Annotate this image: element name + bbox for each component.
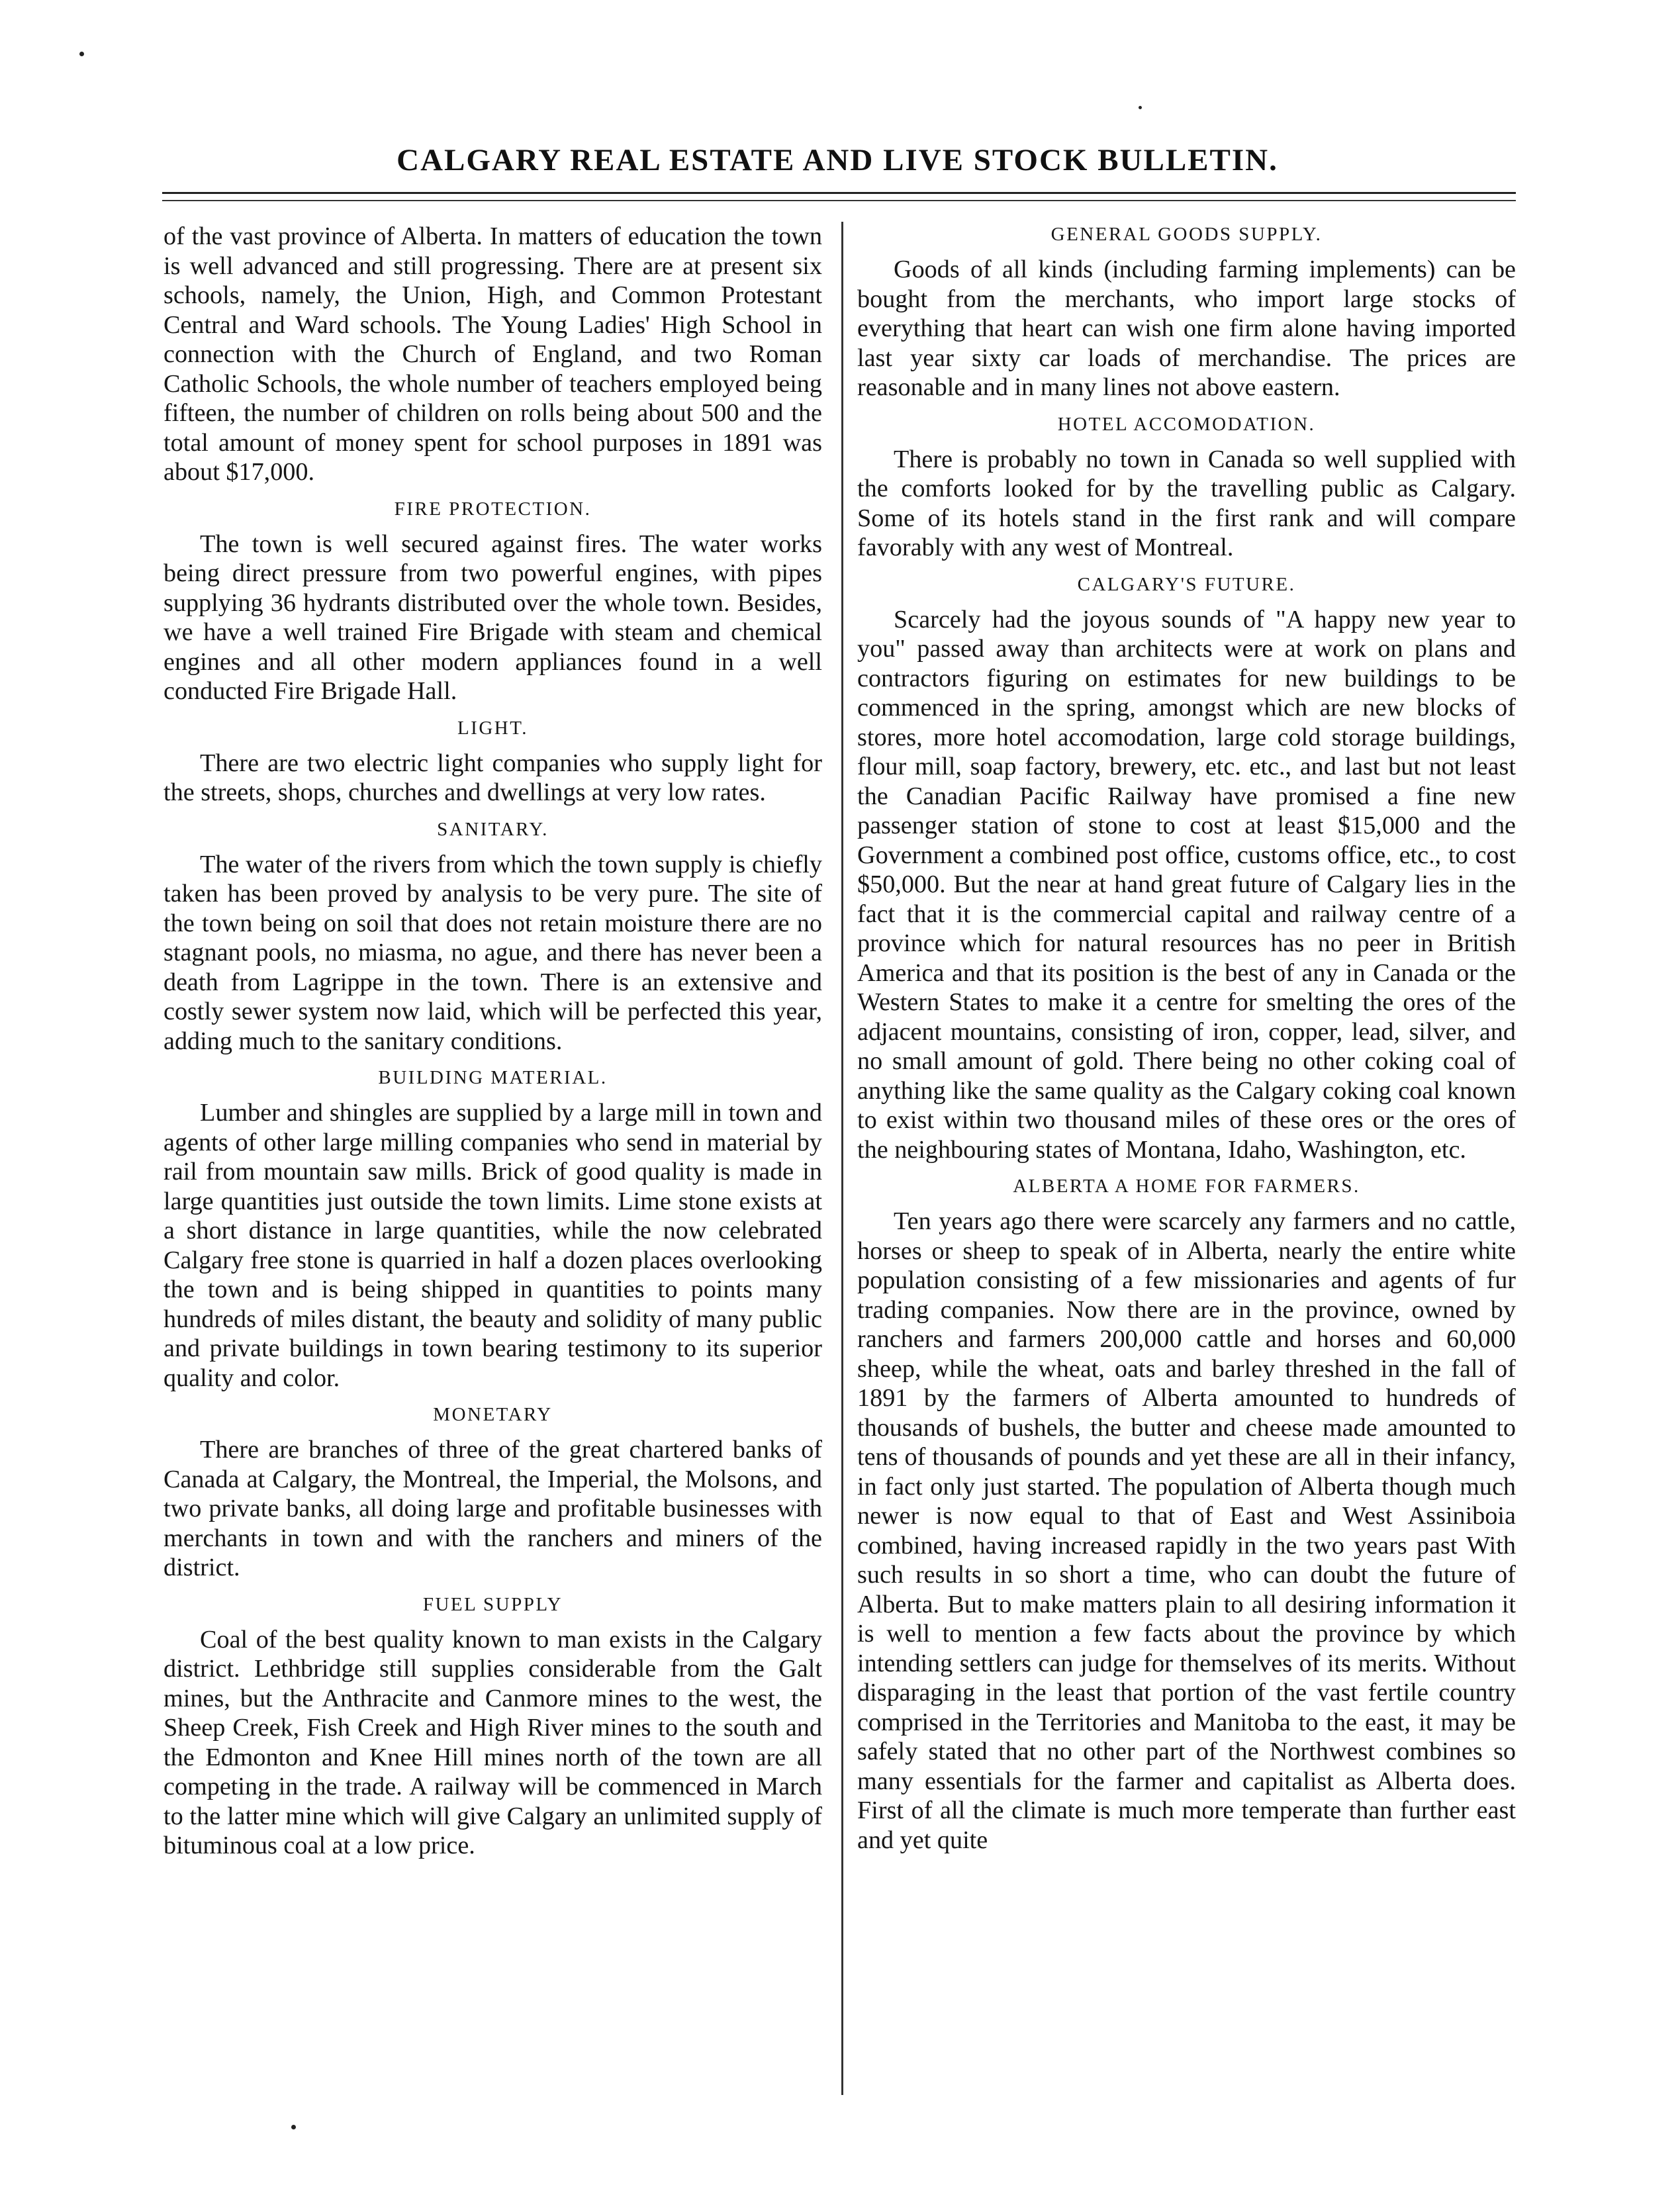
section-heading: ALBERTA A HOME FOR FARMERS. (1013, 1176, 1360, 1197)
article-paragraph: There is probably no town in Canada so well supplied with the comforts looked for by the travelling public as Calgary. Some of its hotels stand in the first rank and will compare favorably with any west of Montreal. (857, 445, 1516, 561)
masthead-rule (162, 200, 1516, 201)
masthead-rule (162, 192, 1516, 194)
section-heading: HOTEL ACCOMODATION. (1057, 413, 1316, 435)
section-heading: FUEL SUPPLY (422, 1593, 563, 1615)
article-paragraph: Goods of all kinds (including farming implements) can be bought from the merchants, who import large stocks of everything that heart can wish one firm alone having imported last year sixty car loads of merchandise. The prices are reasonable and in many lines not above eastern. (857, 256, 1516, 401)
section-heading: LIGHT. (457, 717, 529, 739)
section-heading: SANITARY. (437, 818, 549, 840)
article-paragraph: There are two electric light companies who supply light for the streets, shops, churches and dwellings at very low rates. (163, 749, 822, 806)
section-heading: CALGARY'S FUTURE. (1077, 573, 1296, 595)
section-heading: MONETARY (433, 1404, 553, 1425)
article-paragraph: The water of the rivers from which the town supply is chiefly taken has been proved by analysis to be very pure. The site of the town being on soil that does not retain moisture there are no stagnant pools, no miasma, no ague, and there has never been a death from Lagrippe in the town. There is an extensive and costly sewer system now laid, which will be perfected this year, adding much to the sanitary conditions. (163, 850, 822, 1055)
section-heading: GENERAL GOODS SUPPLY. (1050, 224, 1323, 245)
article-paragraph: The town is well secured against fires. The water works being direct pressure from two powerful engines, with pipes supplying 36 hydrants distributed over the whole town. Besides, we have a well trained Fire Brigade with steam and chemical engines and all other modern appliances found in a well conducted Fire Brigade Hall. (163, 530, 822, 705)
left-column (163, 222, 822, 1861)
section-heading: BUILDING MATERIAL. (378, 1067, 608, 1088)
article-paragraph: Ten years ago there were scarcely any farmers and no cattle, horses or sheep to speak of in Alberta, nearly the entire white population consisting of a few missionaries and agents of fur trading companies. Now there are in the province, owned by ranchers and farmers 200,000 cattle and horses and 60,000 sheep, while the wheat, oats and barley threshed in the fall of 1891 by the farmers of Alberta amounted to hundreds of thousands of bushels, the butter and cheese made amounted to tens of thousands of pounds and yet these are all in their infancy, in fact only just started. The population of Alberta though much newer is now equal to that of East and West Assiniboia combined, having increased rapidly in the two years past With such results in so short a time, who can doubt the future of Alberta. But to make matters plain to all desiring information it is well to mention a few facts about the province by which intending settlers can judge for themselves of its merits. Without disparaging in the least that portion of the vast fertile country comprised in the Territories and Manitoba to the east, it may be safely stated that no other part of the Northwest combines so many essentials for the farmer and capitalist as Alberta does. First of all the climate is much more temperate than further east and yet quite (857, 1207, 1516, 1854)
column-divider (841, 222, 843, 2095)
article-paragraph: Scarcely had the joyous sounds of "A happy new year to you" passed away than architects were at work on plans and contractors figuring on estimates for new buildings to be commenced in the spring, amongst which are new blocks of stores, more hotel accomodation, large cold storage buildings, flour mill, soap factory, brewery, etc. etc., and last but not least the Canadian Pacific Railway have promised a fine new passenger station of stone to cost at least $15,000 and the Government a combined post office, customs office, etc., to cost $50,000. But the near at hand great future of Calgary lies in the fact that it is the commercial capital and railway centre of a province which for natural resources has no peer in British America and that its position is the best of any in Canada or the Western States to make it a centre for smelting the ores of the adjacent mountains, consisting of iron, copper, lead, silver, and no small amount of gold. There being no other coking coal of anything like the same quality as the Calgary coking coal known to exist within two thousand miles of these ores or the ores of the neighbouring states of Montana, Idaho, Washington, etc. (857, 605, 1516, 1164)
print-speck (1139, 106, 1142, 109)
right-column (857, 222, 1516, 1855)
article-paragraph: There are branches of three of the great chartered banks of Canada at Calgary, the Montreal, the Imperial, the Molsons, and two private banks, all doing large and profitable businesses with merchants in town and with the ranchers and miners of the district. (163, 1436, 822, 1581)
print-speck (79, 52, 84, 56)
masthead-title: CALGARY REAL ESTATE AND LIVE STOCK BULLETIN. (397, 143, 1278, 177)
article-paragraph: Coal of the best quality known to man exists in the Calgary district. Lethbridge still supplies considerable from the Galt mines, but the Anthracite and Canmore mines to the west, the Sheep Creek, Fish Creek and High River mines to the south and the Edmonton and Knee Hill mines north of the town are all competing in the trade. A railway will be commenced in March to the latter mine which will give Calgary an unlimited supply of bituminous coal at a low price. (163, 1625, 822, 1859)
article-paragraph: Lumber and shingles are supplied by a large mill in town and agents of other large milling companies who send in material by rail from mountain saw mills. Brick of good quality is made in large quantities just outside the town limits. Lime stone exists at a short distance in large quantities, while the now celebrated Calgary free stone is quarried in half a dozen places overlooking the town and is being shipped in quantities to points many hundreds of miles distant, the beauty and solidity of many public and private buildings in town bearing testimony to its superior quality and color. (163, 1099, 822, 1392)
article-paragraph: of the vast province of Alberta. In matters of education the town is well advanced and still progressing. There are at present six schools, namely, the Union, High, and Common Protestant Central and Ward schools. The Young Ladies' High School in connection with the Church of England, and two Roman Catholic Schools, the whole number of teachers employed being fifteen, the number of children on rolls being about 500 and the total amount of money spent for school purposes in 1891 was about $17,000. (163, 222, 822, 486)
section-heading: FIRE PROTECTION. (394, 498, 592, 520)
print-speck (291, 2125, 296, 2129)
